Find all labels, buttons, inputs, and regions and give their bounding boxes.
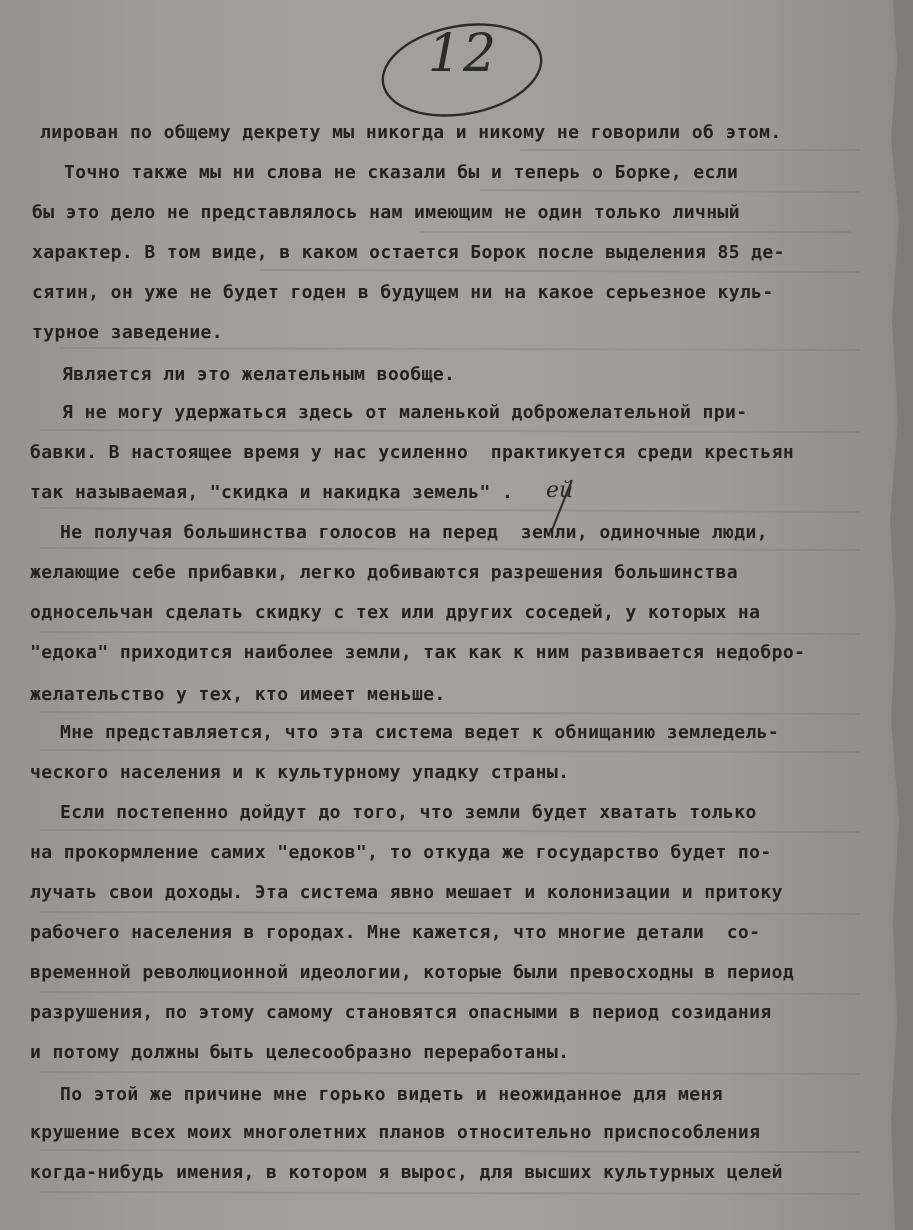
text-line: когда-нибудь имения, в котором я вырос, для высших культурных целей bbox=[30, 1162, 783, 1183]
text-line: Точно также мы ни слова не сказали бы и теперь о Борке, если bbox=[64, 162, 739, 183]
text-line: Не получая большинства голосов на перед земли, одиночные люди, bbox=[60, 522, 768, 543]
text-line: Мне представляется, что эта система ведет к обнищанию земледель- bbox=[60, 722, 780, 743]
text-line: лирован по общему декрету мы никогда и никому не говорили об этом. bbox=[40, 122, 782, 143]
text-line: Является ли это желательным вообще. bbox=[62, 364, 456, 385]
text-line: лучать свои доходы. Эта система явно мешает и колонизации и притоку bbox=[30, 882, 783, 903]
text-line: бы это дело не представлялось нам имеющим не один только личный bbox=[32, 202, 740, 223]
text-line: ческого населения и к культурному упадку страны. bbox=[30, 762, 570, 783]
text-line: бавки. В настоящее время у нас усиленно практикуется среди крестьян bbox=[30, 442, 795, 463]
text-line: на прокормление самих "едоков", то откуда же государство будет по- bbox=[30, 842, 772, 863]
text-line: и потому должны быть целесообразно переработаны. bbox=[30, 1042, 570, 1063]
text-line: Если постепенно дойдут до того, что земли будет хватать только bbox=[60, 802, 757, 823]
text-line: временной революционной идеологии, которые были превосходны в период bbox=[30, 962, 795, 983]
text-line: характер. В том виде, в каком остается Борок после выделения 85 де- bbox=[32, 242, 785, 263]
text-line: По этой же причине мне горько видеть и неожиданное для меня bbox=[60, 1084, 723, 1105]
text-line: Я не могу удержаться здесь от маленькой доброжелательной при- bbox=[62, 402, 748, 423]
text-line: "едока" приходится наиболее земли, так как к ним развивается недобро- bbox=[30, 642, 806, 663]
text-line: так называемая, "скидка и накидка земель" . bbox=[30, 482, 514, 503]
text-line: крушение всех моих многолетних планов относительно приспособления bbox=[30, 1122, 761, 1143]
text-line: разрушения, по этому самому становятся опасными в период созидания bbox=[30, 1002, 772, 1023]
text-line: односельчан сделать скидку с тех или других соседей, у которых на bbox=[30, 602, 761, 623]
page-number: 12 bbox=[427, 24, 499, 84]
text-line: желательство у тех, кто имеет меньше. bbox=[30, 684, 446, 705]
text-line: рабочего населения в городах. Мне кажется, что многие детали со- bbox=[30, 922, 761, 943]
text-line: турное заведение. bbox=[32, 322, 224, 343]
text-line: сятин, он уже не будет годен в будущем ни на какое серьезное куль- bbox=[32, 282, 774, 303]
correction-text: ей bbox=[546, 478, 574, 503]
text-line: желающие себе прибавки, легко добиваются разрешения большинства bbox=[30, 562, 738, 583]
